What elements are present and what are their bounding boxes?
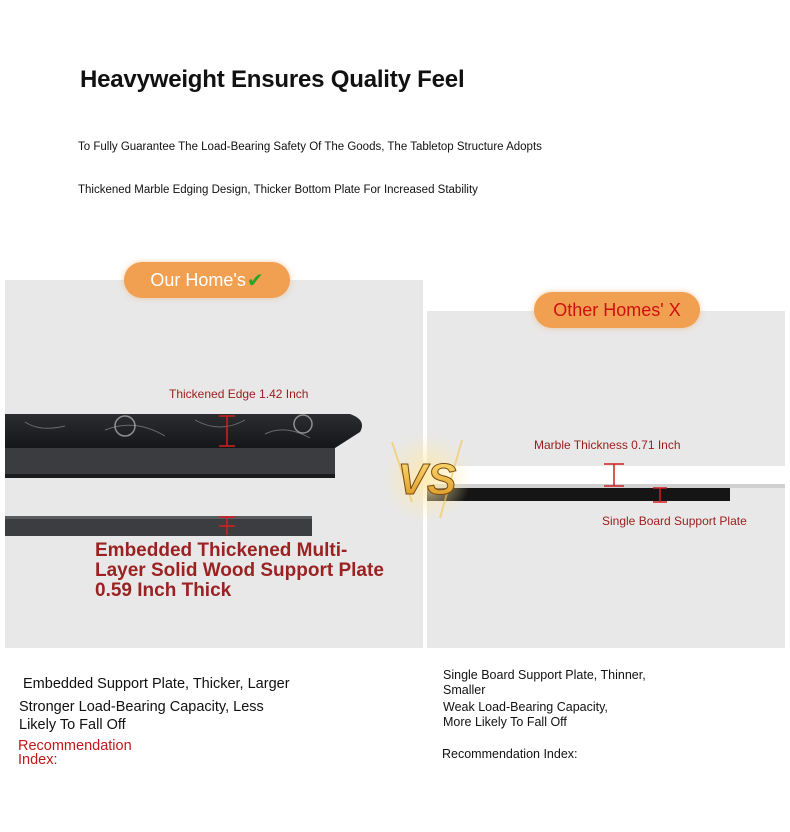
page-title: Heavyweight Ensures Quality Feel — [80, 66, 465, 93]
subtitle-line-1: To Fully Guarantee The Load-Bearing Safety Of The Goods, The Tabletop Structure Adopts — [78, 141, 542, 153]
vs-text: VS — [397, 455, 457, 504]
marble-thickness-label: Marble Thickness 0.71 Inch — [534, 438, 681, 452]
right-footer-line-1: Single Board Support Plate, Thinner, — [443, 668, 646, 682]
right-footer-line-2: Smaller — [443, 683, 486, 697]
check-icon: ✔ — [246, 269, 264, 292]
left-footer-line-2: Stronger Load-Bearing Capacity, Less — [19, 699, 264, 715]
right-footer-line-4: More Likely To Fall Off — [443, 715, 567, 729]
our-home-badge-text: Our Home's — [150, 269, 246, 290]
other-homes-badge — [534, 292, 700, 328]
thin-marble-tabletop-image — [427, 460, 785, 506]
left-recommendation-index: Recommendation Index: — [18, 738, 132, 768]
left-footer-line-3: Likely To Fall Off — [19, 717, 126, 733]
our-home-badge — [124, 262, 290, 298]
right-recommendation-index: Recommendation Index: — [442, 747, 578, 761]
right-footer-line-3: Weak Load-Bearing Capacity, — [443, 700, 608, 714]
subtitle-line-2: Thickened Marble Edging Design, Thicker Bottom Plate For Increased Stability — [78, 184, 478, 196]
other-homes-badge-text: Other Homes' X — [553, 299, 681, 320]
thick-marble-tabletop-image — [5, 410, 367, 540]
single-board-label: Single Board Support Plate — [602, 514, 747, 528]
thickened-edge-label: Thickened Edge 1.42 Inch — [169, 387, 309, 401]
vs-emblem — [382, 432, 472, 524]
support-plate-label: Embedded Thickened Multi-Layer Solid Wood Support Plate 0.59 Inch Thick — [95, 540, 384, 601]
left-footer-line-1: Embedded Support Plate, Thicker, Larger — [23, 676, 290, 692]
